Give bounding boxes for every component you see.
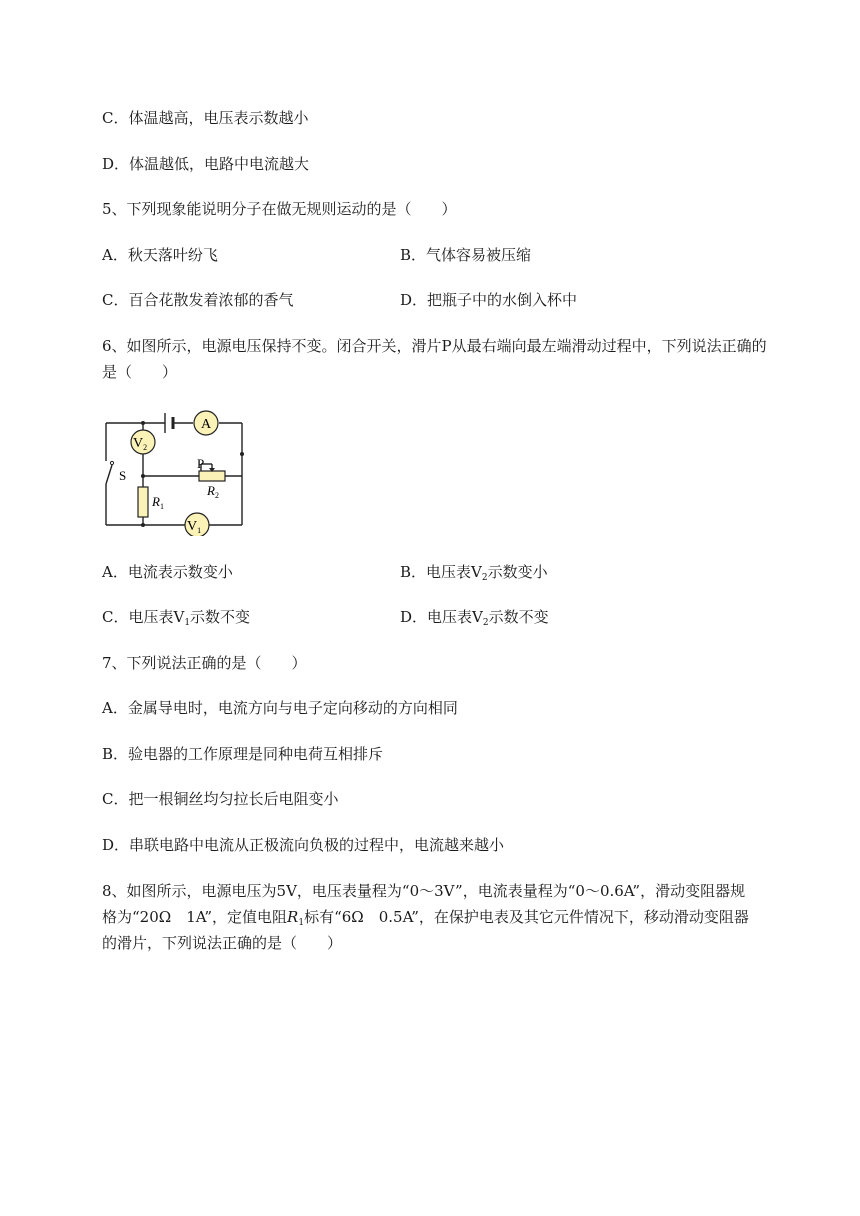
r1-label: $R_1$ bbox=[152, 494, 164, 511]
junction-dot bbox=[141, 474, 145, 478]
slider-p-label: P bbox=[197, 456, 205, 471]
switch-s-label: S bbox=[119, 468, 127, 483]
q4-option-c: C．体温越高，电压表示数越小 bbox=[102, 109, 309, 127]
r2-label: $R_2$ bbox=[207, 483, 219, 500]
q4-option-d: D．体温越低，电路中电流越大 bbox=[102, 155, 310, 173]
q6-option-d: D．电压表$V_2$示数不变 bbox=[400, 608, 549, 628]
circuit-diagram bbox=[98, 404, 258, 536]
ammeter-label: A bbox=[200, 417, 212, 432]
q8-stem-line1: 8、如图所示，电源电压为5V，电压表量程为“0～3V”，电流表量程为“0～0.6A”，滑动变阻器规 bbox=[102, 882, 746, 900]
q5-option-c: C．百合花散发着浓郁的香气 bbox=[102, 291, 294, 309]
q8-stem-line3: 的滑片，下列说法正确的是（ ） bbox=[102, 934, 343, 952]
q5-option-b: B．气体容易被压缩 bbox=[400, 246, 532, 264]
q6-option-c: C．电压表$V_1$示数不变 bbox=[102, 608, 251, 628]
resistor-r1-icon bbox=[138, 487, 148, 517]
junction-dot bbox=[240, 452, 244, 456]
q5-stem: 5、下列现象能说明分子在做无规则运动的是（ ） bbox=[102, 200, 457, 218]
q6-stem-line2: 是（ ） bbox=[102, 363, 178, 381]
v1-label: $V_1$ bbox=[186, 519, 202, 535]
junction-dot bbox=[141, 523, 145, 527]
q8-stem-line2: 格为“20Ω 1A”，定值电阻$R_1$标有“6Ω 0.5A”，在保护电表及其它元件情况下，移动滑动变阻器 bbox=[102, 908, 749, 928]
q7-option-d: D．串联电路中电流从正极流向负极的过程中，电流越来越小 bbox=[102, 836, 505, 854]
v2-label: $V_2$ bbox=[132, 436, 148, 452]
q7-option-a: A．金属导电时，电流方向与电子定向移动的方向相同 bbox=[102, 699, 458, 717]
switch-contact-icon bbox=[110, 461, 113, 464]
junction-dot bbox=[141, 421, 145, 425]
q7-option-b: B．验电器的工作原理是同种电荷互相排斥 bbox=[102, 745, 384, 763]
q7-option-c: C．把一根铜丝均匀拉长后电阻变小 bbox=[102, 790, 339, 808]
q7-stem: 7、下列说法正确的是（ ） bbox=[102, 654, 307, 672]
q6-option-a: A．电流表示数变小 bbox=[102, 563, 233, 581]
rheostat-r2-icon bbox=[199, 471, 225, 481]
q6-stem-line1: 6、如图所示，电源电压保持不变。闭合开关，滑片P从最右端向最左端滑动过程中，下列说法正确的 bbox=[102, 337, 767, 355]
q6-option-b: B．电压表$V_2$示数变小 bbox=[400, 563, 548, 583]
q5-option-a: A．秋天落叶纷飞 bbox=[102, 246, 218, 264]
q5-option-d: D．把瓶子中的水倒入杯中 bbox=[400, 291, 578, 309]
